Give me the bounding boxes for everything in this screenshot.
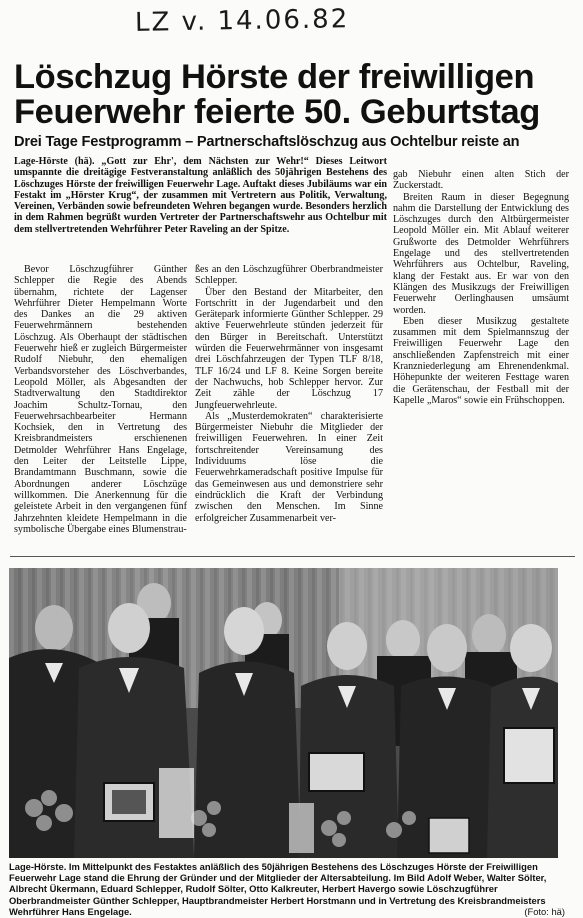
photo-credit: (Foto: hä) xyxy=(524,905,565,917)
column-3-paragraph: Breiten Raum in dieser Begegnung nahm die Darstellung der Entwicklung des Löschzuges durch den Altbürgermeister Leopold Möller ein. Mit Ablauf weiterer Grußworte des Detmolder Wehrführers Engelage und des stellvertretenden Wehrführers aus Ochtelbur, Raveling, klang der Festakt aus. Er war von den Klängen des Musikzugs der Freiwilligen Feuerwehr Oerlinghausen umsäumt worden. xyxy=(393,191,569,316)
column-3-paragraph-continued: gab Niebuhr einen alten Stich der Zuckerstadt. xyxy=(393,169,569,192)
column-2-paragraph: Über den Bestand der Mitarbeiter, den Fortschritt in der Jugendarbeit und den Gerätepark informierte Günther Schlepper. 29 aktive Feuerwehrleute stünden jederzeit für den Bürger in Bereitschaft. Unterstützt würden die Feuerwehrmänner von insgesamt drei Löschfahrzeugen der Typen TLF 8/18, TLF 16/24 und LF 8. Keine Sorgen bereite der Nachwuchs, hob Schlepper hervor. Zur Zeit zähle der Löschzug 17 Jungfeuerwehrleute. xyxy=(195,286,383,411)
group-photo-illustration xyxy=(9,568,558,858)
column-2-paragraph-continued: ßes an den Löschzugführer Oberbrandmeister Schlepper. xyxy=(195,264,383,287)
article-column-3 xyxy=(393,169,569,406)
section-divider xyxy=(10,556,575,557)
handwritten-date-note: LZ v. 14.06.82 xyxy=(134,4,350,38)
column-3-paragraph: Eben dieser Musikzug gestaltete zusammen mit dem Spielmannszug der Freiwilligen Feuerwehr Lage den anschließenden Zapfenstreich mit einer Kranzniederlegung am Ehrenendenkmal. Höhepunkte der weiteren Festtage waren die Gerätenschau, der Festball mit der Kapelle „Maros“ sowie ein Frühschoppen. xyxy=(393,315,569,406)
article-column-1 xyxy=(14,264,187,535)
column-1-paragraph: Bevor Löschzugführer Günther Schlepper die Regie des Abends übernahm, richtete der Lagenser Wehrführer Dieter Hempelmann Worte des Dankes an die 29 aktiven Feuerwehrmännern bestehenden Löschzug. Als Oberhaupt der städtischen Feuerwehr hieß er zugleich Bürgermeister Rudolf Niebuhr, den ehemaligen Verbandsvorsteher des Löschverbandes, Leopold Möller, als Abgesandten der Stadtverwaltung den Stadtdirektor Joachim Schultz-Tornau, den Feuerwehrsachbearbeiter Hermann Kochsiek, den in Vertretung des Kreisbrandmeisters erschienenen Detmolder Wehrführer Hans Engelage, den Leiter der Leitstelle Lippe, Brandamtmann Buschmann, sowie die Abordnungen anderer Löschzüge willkommen. Die Anerkennung für die geleistete Arbeit in den vergangenen fünf Jahrzehnten kleidete Hempelmann in die symbolische Übergabe eines Blumenstrau- xyxy=(14,264,187,535)
group-photo xyxy=(9,568,558,858)
caption-text: Lage-Hörste. Im Mittelpunkt des Festaktes anläßlich des 50jährigen Bestehens des Löschzuges Hörste der Freiwilligen Feuerwehr Lage stand die Ehrung der Gründer und der Mitglieder der Altersabteilung. Im Bild Adolf Weber, Walter Sölter, Albrecht Ükermann, Eduard Schlepper, Rudolf Sölter, Otto Kalkreuter, Herbert Havergo sowie Löschzugführer Oberbrandmeister Günther Schlepper, Hauptbrandmeister Herbert Horstmann und in Vertretung des Kreisbrandmeisters Wehrführer Hans Engelage. xyxy=(9,861,547,917)
column-2-paragraph: Als „Musterdemokraten“ charakterisierte Bürgermeister Niebuhr die Mitglieder der freiwilligen Feuerwehren. In einer Zeit fortschreitender Vereinsamung des Individuums löse die Feuerwehrkameradschaft positive Impulse für das Gemeinwesen aus und demonstriere sehr eindrücklich die Kraft der Verbindung zwischen den Menschen. Im Sinne erfolgreicher Zusammenarbeit ver- xyxy=(195,410,383,524)
article-subheadline: Drei Tage Festprogramm – Partnerschaftslöschzug aus Ochtelbur reiste an xyxy=(14,134,520,150)
photo-caption xyxy=(9,861,565,917)
article-headline: Löschzug Hörste der freiwilligen Feuerwehr feierte 50. Geburtstag xyxy=(14,58,540,131)
article-lead-paragraph: Lage-Hörste (hä). „Gott zur Ehr', dem Nächsten zur Wehr!“ Dieses Leitwort umspannte die dreitägige Festveranstaltung anläßlich des 50jährigen Bestehens des Löschzuges Hörste der freiwilligen Feuerwehr Lage. Auftakt dieses Jubiläums war ein Festakt im „Hörster Krug“, der zusammen mit Vertretern aus Politik, Verwaltung, Vereinen, Verbänden sowie befreundeten Wehren begangen wurde. Besonders herzlich in dem Rahmen begrüßt wurden Vertreter der Partnerschaftswehr aus Ochtelbur mit dem stellvertretenden Wehrführer Peter Raveling an der Spitze. xyxy=(14,156,387,235)
article-column-2 xyxy=(195,264,383,524)
